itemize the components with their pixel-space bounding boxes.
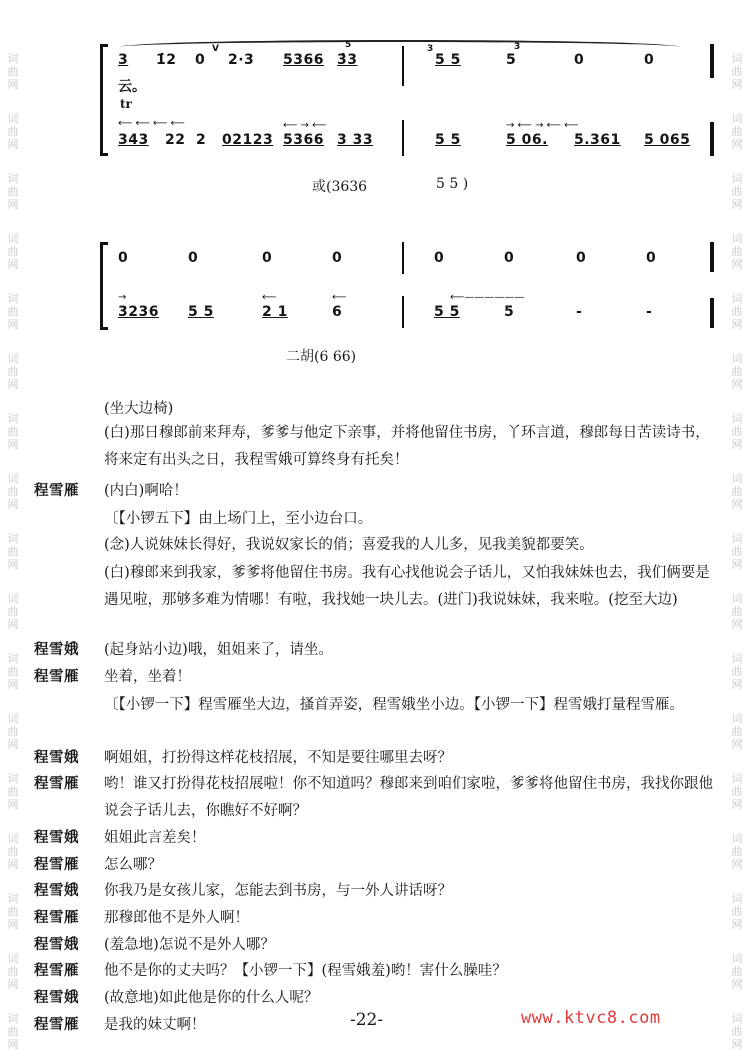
watermark-mark bbox=[728, 172, 746, 211]
watermark-mark bbox=[4, 652, 22, 691]
note: 0 bbox=[118, 250, 129, 266]
watermark-glyph: 网 bbox=[731, 198, 743, 211]
note: 5366 bbox=[283, 132, 324, 148]
watermark-glyph: 曲 bbox=[731, 425, 743, 438]
watermark-glyph: 曲 bbox=[7, 65, 19, 78]
watermark-glyph: 网 bbox=[731, 1038, 743, 1051]
script-line: (羞急地)怎说不是外人哪？ bbox=[104, 937, 275, 953]
note: 3236 bbox=[118, 304, 159, 320]
variant-notation-end: 5 5 ) bbox=[436, 176, 469, 192]
watermark-glyph: 网 bbox=[7, 258, 19, 271]
watermark-glyph: 网 bbox=[731, 738, 743, 751]
watermark-glyph: 词 bbox=[7, 1012, 19, 1025]
grace-note: 3 bbox=[427, 44, 434, 54]
watermark-glyph: 词 bbox=[7, 592, 19, 605]
note: 02123 bbox=[222, 132, 274, 148]
watermark-mark bbox=[728, 952, 746, 991]
watermark-glyph: 曲 bbox=[7, 1025, 19, 1038]
watermark-glyph: 曲 bbox=[7, 545, 19, 558]
watermark-glyph: 词 bbox=[731, 592, 743, 605]
watermark-glyph: 曲 bbox=[731, 965, 743, 978]
watermark-glyph: 词 bbox=[731, 472, 743, 485]
watermark-glyph: 词 bbox=[7, 892, 19, 905]
script-line: (白)那日穆郎前来拜寿，爹爹与他定下亲事，并将他留住书房，丫环言道，穆郎每日苦读诗书，将来定有出头之日，我程雪娥可算终身有托矣！ bbox=[104, 425, 710, 468]
script-line: 坐着，坐着！ bbox=[104, 669, 191, 685]
watermark-glyph: 词 bbox=[7, 772, 19, 785]
watermark-glyph: 网 bbox=[731, 318, 743, 331]
watermark-mark bbox=[728, 592, 746, 631]
speaker-name: 程雪娥 bbox=[34, 830, 79, 846]
watermark-glyph: 曲 bbox=[7, 245, 19, 258]
watermark-mark bbox=[4, 712, 22, 751]
watermark-glyph: 网 bbox=[731, 78, 743, 91]
watermark-mark bbox=[728, 292, 746, 331]
script-line: 〔【小锣五下】由上场门上，至小边台口。 bbox=[104, 511, 373, 527]
watermark-mark bbox=[4, 532, 22, 571]
script-line: 他不是你的丈夫吗？【小锣一下】(程雪娥羞)哟！害什么臊哇？ bbox=[104, 963, 507, 979]
script-line: 怎么哪？ bbox=[104, 857, 162, 873]
watermark-glyph: 曲 bbox=[731, 305, 743, 318]
script-line: 你我乃是女孩儿家，怎能去到书房，与一外人讲话呀？ bbox=[104, 883, 452, 899]
watermark-glyph: 曲 bbox=[731, 185, 743, 198]
watermark-glyph: 曲 bbox=[7, 125, 19, 138]
watermark-glyph: 词 bbox=[731, 112, 743, 125]
watermark-mark bbox=[4, 352, 22, 391]
grace-note: 3 bbox=[514, 42, 521, 52]
note: 0 bbox=[574, 52, 585, 68]
watermark-mark bbox=[728, 52, 746, 91]
note: 0 bbox=[195, 52, 206, 68]
trill-mark: tr bbox=[120, 97, 132, 111]
watermark-glyph: 网 bbox=[7, 798, 19, 811]
bowing-arrow: ⟵ → ⟵ bbox=[283, 120, 327, 131]
script-line: 姐姐此言差矣！ bbox=[104, 830, 206, 846]
watermark-mark bbox=[728, 532, 746, 571]
watermark-glyph: 曲 bbox=[7, 725, 19, 738]
watermark-glyph: 词 bbox=[7, 172, 19, 185]
watermark-glyph: 网 bbox=[731, 918, 743, 931]
watermark-glyph: 词 bbox=[731, 652, 743, 665]
watermark-glyph: 曲 bbox=[7, 425, 19, 438]
watermark-glyph: 词 bbox=[731, 952, 743, 965]
watermark-glyph: 曲 bbox=[7, 485, 19, 498]
watermark-glyph: 网 bbox=[7, 78, 19, 91]
script-line: (故意地)如此他是你的什么人呢？ bbox=[104, 990, 319, 1006]
script-line: 那穆郎他不是外人啊！ bbox=[104, 910, 249, 926]
watermark-glyph: 曲 bbox=[7, 785, 19, 798]
watermark-glyph: 曲 bbox=[7, 305, 19, 318]
note: 0 bbox=[644, 52, 655, 68]
watermark-mark bbox=[728, 652, 746, 691]
watermark-mark bbox=[728, 1012, 746, 1051]
staff-system-1 bbox=[100, 40, 720, 158]
vocal-line bbox=[100, 250, 720, 272]
speaker-name: 程雪雁 bbox=[34, 483, 79, 499]
watermark-glyph: 网 bbox=[731, 858, 743, 871]
speaker-name: 程雪娥 bbox=[34, 750, 79, 766]
watermark-glyph: 词 bbox=[731, 412, 743, 425]
watermark-glyph: 网 bbox=[7, 438, 19, 451]
watermark-glyph: 曲 bbox=[731, 725, 743, 738]
note: 5 06. bbox=[506, 132, 548, 148]
watermark-mark bbox=[728, 112, 746, 151]
watermark-mark bbox=[4, 592, 22, 631]
note: 5.361 bbox=[574, 132, 621, 148]
watermark-glyph: 网 bbox=[731, 138, 743, 151]
watermark-glyph: 曲 bbox=[7, 365, 19, 378]
watermark-glyph: 网 bbox=[731, 378, 743, 391]
watermark-glyph: 词 bbox=[7, 532, 19, 545]
watermark-glyph: 网 bbox=[7, 858, 19, 871]
breath-mark: V bbox=[212, 44, 219, 54]
left-watermark bbox=[4, 0, 22, 1057]
watermark-glyph: 网 bbox=[7, 1038, 19, 1051]
speaker-name: 程雪雁 bbox=[34, 776, 79, 792]
watermark-glyph: 网 bbox=[731, 678, 743, 691]
watermark-glyph: 网 bbox=[7, 498, 19, 511]
note: 0 bbox=[504, 250, 515, 266]
watermark-glyph: 曲 bbox=[731, 905, 743, 918]
watermark-glyph: 曲 bbox=[7, 605, 19, 618]
watermark-glyph: 曲 bbox=[731, 545, 743, 558]
note: - bbox=[646, 304, 653, 320]
watermark-mark bbox=[4, 952, 22, 991]
watermark-glyph: 网 bbox=[7, 198, 19, 211]
note: 5 065 bbox=[644, 132, 691, 148]
script-line: 是我的妹丈啊！ bbox=[104, 1017, 206, 1033]
note: 5 5 bbox=[435, 52, 461, 68]
speaker-name: 程雪雁 bbox=[34, 857, 79, 873]
accompaniment-line bbox=[100, 118, 720, 154]
note: 0 bbox=[434, 250, 445, 266]
note: 22 bbox=[165, 132, 186, 148]
watermark-mark bbox=[728, 772, 746, 811]
note: 0 bbox=[646, 250, 657, 266]
watermark-glyph: 曲 bbox=[7, 845, 19, 858]
bowing-arrow: ⟵ bbox=[332, 292, 347, 303]
watermark-mark bbox=[4, 472, 22, 511]
watermark-mark bbox=[728, 232, 746, 271]
watermark-glyph: 网 bbox=[7, 918, 19, 931]
watermark-glyph: 词 bbox=[731, 1012, 743, 1025]
note: 5 5 bbox=[434, 304, 460, 320]
watermark-glyph: 曲 bbox=[731, 845, 743, 858]
note: 2 1 bbox=[262, 304, 288, 320]
note: 3̇3 bbox=[337, 52, 358, 68]
watermark-mark bbox=[4, 52, 22, 91]
note: 0 bbox=[188, 250, 199, 266]
watermark-glyph: 词 bbox=[7, 472, 19, 485]
script-line: (起身站小边)哦，姐姐来了，请坐。 bbox=[104, 642, 333, 658]
watermark-glyph: 词 bbox=[7, 52, 19, 65]
watermark-mark bbox=[4, 172, 22, 211]
watermark-glyph: 曲 bbox=[7, 905, 19, 918]
watermark-glyph: 网 bbox=[7, 558, 19, 571]
speaker-name: 程雪娥 bbox=[34, 883, 79, 899]
watermark-mark bbox=[728, 832, 746, 871]
bowing-arrow: ⟵—————— bbox=[450, 292, 525, 303]
watermark-glyph: 词 bbox=[7, 292, 19, 305]
watermark-glyph: 网 bbox=[7, 678, 19, 691]
speaker-name: 程雪雁 bbox=[34, 963, 79, 979]
bowing-arrow: ⟵ ⟵ ⟵ ⟵ bbox=[118, 118, 185, 129]
watermark-glyph: 词 bbox=[7, 832, 19, 845]
watermark-glyph: 曲 bbox=[731, 365, 743, 378]
note: 0 bbox=[576, 250, 587, 266]
note: 343 bbox=[118, 132, 149, 148]
note: 2·3 bbox=[228, 52, 255, 68]
watermark-mark bbox=[728, 412, 746, 451]
watermark-glyph: 词 bbox=[731, 712, 743, 725]
watermark-mark bbox=[4, 772, 22, 811]
note: 6 bbox=[332, 304, 343, 320]
accompaniment-line bbox=[100, 292, 720, 326]
grace-note: 5 bbox=[345, 40, 352, 50]
watermark-glyph: 网 bbox=[7, 138, 19, 151]
note: 1̇2 bbox=[156, 52, 177, 68]
script-line: (内白)啊哈！ bbox=[104, 483, 188, 499]
watermark-glyph: 网 bbox=[731, 978, 743, 991]
script-line: 〔【小锣一下】程雪雁坐大边，搔首弄姿，程雪娥坐小边。【小锣一下】程雪娥打量程雪雁。 bbox=[104, 697, 684, 713]
watermark-glyph: 词 bbox=[731, 292, 743, 305]
watermark-glyph: 词 bbox=[731, 52, 743, 65]
note: 5366 bbox=[283, 52, 324, 68]
watermark-mark bbox=[4, 112, 22, 151]
erhu-notation: 二胡(6 66) bbox=[286, 349, 357, 365]
note: 5 bbox=[504, 304, 515, 320]
watermark-glyph: 词 bbox=[731, 892, 743, 905]
watermark-glyph: 词 bbox=[7, 712, 19, 725]
watermark-glyph: 网 bbox=[731, 798, 743, 811]
bowing-arrow: → bbox=[118, 292, 127, 303]
watermark-glyph: 词 bbox=[7, 112, 19, 125]
speaker-name: 程雪娥 bbox=[34, 642, 79, 658]
watermark-mark bbox=[4, 292, 22, 331]
watermark-glyph: 网 bbox=[731, 498, 743, 511]
watermark-glyph: 词 bbox=[731, 352, 743, 365]
watermark-glyph: 网 bbox=[731, 618, 743, 631]
watermark-glyph: 曲 bbox=[731, 1025, 743, 1038]
watermark-glyph: 词 bbox=[7, 652, 19, 665]
note: 0 bbox=[262, 250, 273, 266]
watermark-glyph: 词 bbox=[7, 952, 19, 965]
watermark-glyph: 曲 bbox=[7, 665, 19, 678]
script-line: 啊姐姐，打扮得这样花枝招展，不知是要往哪里去呀？ bbox=[104, 750, 452, 766]
watermark-glyph: 词 bbox=[731, 772, 743, 785]
page-number: -22- bbox=[350, 1010, 384, 1030]
watermark-glyph: 网 bbox=[731, 438, 743, 451]
watermark-glyph: 网 bbox=[7, 618, 19, 631]
watermark-glyph: 曲 bbox=[731, 665, 743, 678]
watermark-glyph: 曲 bbox=[731, 485, 743, 498]
watermark-glyph: 词 bbox=[7, 352, 19, 365]
note: 3 bbox=[118, 52, 129, 68]
watermark-glyph: 网 bbox=[731, 558, 743, 571]
lyric-text: 云。 bbox=[118, 79, 146, 95]
note: 5 5 bbox=[188, 304, 214, 320]
watermark-mark bbox=[4, 832, 22, 871]
watermark-glyph: 网 bbox=[731, 258, 743, 271]
script-line: (念)人说妹妹长得好，我说奴家长的俏；喜爱我的人儿多，见我美貌都要笑。 bbox=[104, 537, 594, 553]
watermark-glyph: 曲 bbox=[7, 185, 19, 198]
watermark-glyph: 曲 bbox=[731, 785, 743, 798]
watermark-mark bbox=[4, 1012, 22, 1051]
speaker-name: 程雪娥 bbox=[34, 937, 79, 953]
speaker-name: 程雪娥 bbox=[34, 990, 79, 1006]
script-line: (白)穆郎来到我家，爹爹将他留住书房。我有心找他说会子话儿，又怕我妹妹也去，我们俩要是遇见啦，那够多难为情哪！有啦，我找她一块儿去。(进门)我说妹妹，我来啦。(挖至大边) bbox=[104, 565, 710, 608]
watermark-mark bbox=[4, 892, 22, 931]
script-line: 哟！谁又打扮得花枝招展啦！你不知道吗？穆郎来到咱们家啦，爹爹将他留住书房，我找你跟他说会子话儿去，你瞧好不好啊？ bbox=[104, 776, 713, 819]
note: 3 33 bbox=[337, 132, 374, 148]
watermark-glyph: 曲 bbox=[731, 65, 743, 78]
watermark-mark bbox=[728, 892, 746, 931]
bowing-arrow: ⟵ bbox=[262, 292, 277, 303]
watermark-glyph: 曲 bbox=[731, 605, 743, 618]
watermark-glyph: 词 bbox=[731, 172, 743, 185]
watermark-glyph: 词 bbox=[731, 232, 743, 245]
watermark-glyph: 词 bbox=[7, 232, 19, 245]
note: 0 bbox=[332, 250, 343, 266]
note: 5 5 bbox=[435, 132, 461, 148]
variant-notation: 或(3636 bbox=[312, 179, 368, 195]
bowing-arrow: → ⟵ → ⟵ ⟵ bbox=[506, 120, 579, 131]
watermark-mark bbox=[728, 712, 746, 751]
note: 2 bbox=[196, 132, 207, 148]
note: - bbox=[576, 304, 583, 320]
watermark-glyph: 曲 bbox=[7, 965, 19, 978]
watermark-glyph: 词 bbox=[731, 532, 743, 545]
watermark-glyph: 词 bbox=[731, 832, 743, 845]
watermark-glyph: 曲 bbox=[731, 245, 743, 258]
note: 5 bbox=[506, 52, 517, 68]
watermark-mark bbox=[4, 412, 22, 451]
speaker-name: 程雪雁 bbox=[34, 910, 79, 926]
speaker-name: 程雪雁 bbox=[34, 669, 79, 685]
right-watermark bbox=[728, 0, 746, 1057]
watermark-glyph: 网 bbox=[7, 318, 19, 331]
watermark-glyph: 网 bbox=[7, 738, 19, 751]
site-watermark: www.ktvc8.com bbox=[521, 1008, 661, 1028]
script-line: (坐大边椅) bbox=[104, 401, 174, 417]
watermark-mark bbox=[728, 352, 746, 391]
speaker-name: 程雪雁 bbox=[34, 1017, 79, 1033]
watermark-mark bbox=[4, 232, 22, 271]
watermark-glyph: 曲 bbox=[731, 125, 743, 138]
watermark-glyph: 词 bbox=[7, 412, 19, 425]
watermark-mark bbox=[728, 472, 746, 511]
vocal-line bbox=[100, 40, 720, 74]
watermark-glyph: 网 bbox=[7, 378, 19, 391]
staff-system-2 bbox=[100, 238, 720, 330]
watermark-glyph: 网 bbox=[7, 978, 19, 991]
